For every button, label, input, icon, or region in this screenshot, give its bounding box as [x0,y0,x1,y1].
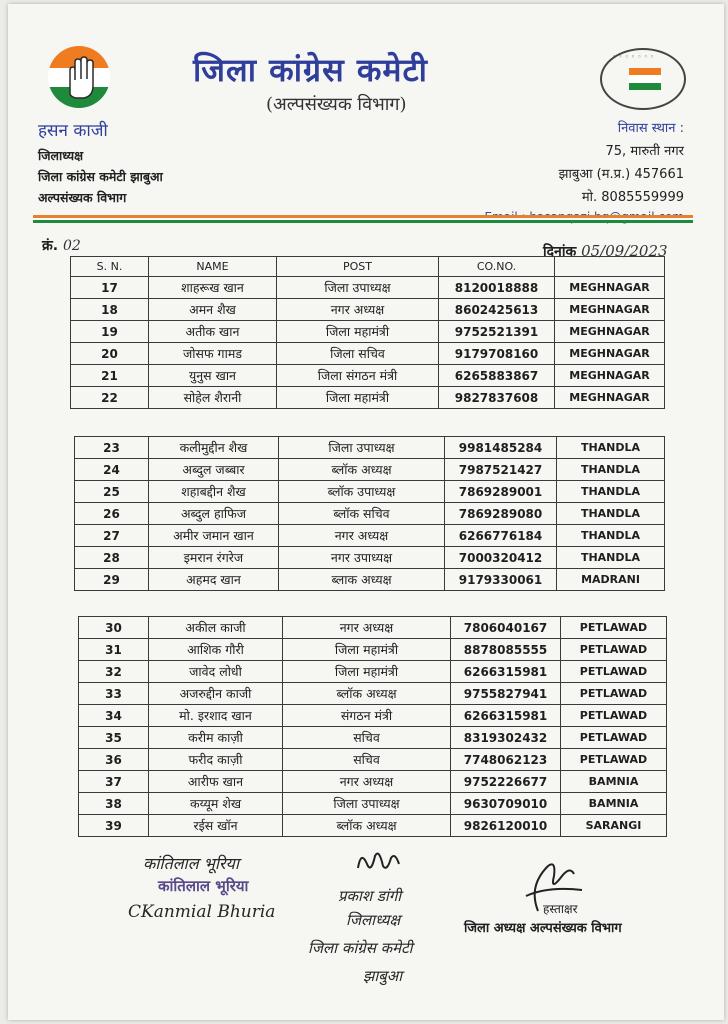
member-name: अब्दुल हाफिज [149,503,279,525]
member-name: आरीफ खान [149,771,283,793]
member-place: PETLAWAD [561,639,667,661]
contact-number: 9826120010 [451,815,561,837]
member-place: PETLAWAD [561,749,667,771]
member-post: ब्लॉक अध्यक्ष [279,459,445,481]
org-subtitle: (अल्पसंख्यक विभाग) [266,94,407,115]
contact-number: 9752226677 [451,771,561,793]
signature-right-caption: हस्ताक्षर [543,902,578,916]
member-post: सचिव [283,727,451,749]
contact-number: 9179708160 [439,343,555,365]
member-place: THANDLA [557,503,665,525]
member-place: MEGHNAGAR [555,343,665,365]
member-name: जावेद लोधी [149,661,283,683]
member-post: नगर अध्यक्ष [283,771,451,793]
table-row [75,459,665,481]
contact-number: 9752521391 [439,321,555,343]
serial-number: 32 [79,661,149,683]
col-contact: CO.NO. [439,257,555,277]
serial-number: 28 [75,547,149,569]
sender-block [38,118,163,210]
member-place: MEGHNAGAR [555,387,665,409]
member-post: ब्लाक अध्यक्ष [279,569,445,591]
member-name: अब्दुल जब्बार [149,459,279,481]
residence-label: निवास स्थान : [617,121,684,136]
table-row [71,343,665,365]
col-post: POST [277,257,439,277]
serial-number: 37 [79,771,149,793]
table-row [71,387,665,409]
table-header-row [71,257,665,277]
member-place: SARANGI [561,815,667,837]
member-place: THANDLA [557,525,665,547]
member-name: सोहेल शैरानी [149,387,277,409]
member-post: ब्लॉक उपाध्यक्ष [279,481,445,503]
flag-icon [629,68,661,90]
org-title: जिला कांग्रेस कमेटी [193,51,428,89]
signature-middle-name: प्रकाश डांगी [338,887,402,905]
mobile-number: मो. 8085559999 [581,190,684,205]
member-name: करीम काज़ी [149,727,283,749]
contact-number: 6266315981 [451,661,561,683]
serial-number: 24 [75,459,149,481]
serial-number: 22 [71,387,149,409]
member-place: MEGHNAGAR [555,299,665,321]
contact-number: 6266776184 [445,525,557,547]
address-block [484,118,684,224]
member-post: नगर उपाध्यक्ष [279,547,445,569]
member-name: अहमद खान [149,569,279,591]
member-post: जिला महामंत्री [277,387,439,409]
signature-right-designation: जिला अध्यक्ष अल्पसंख्यक विभाग [464,921,622,936]
member-place: THANDLA [557,459,665,481]
congress-hand-logo [48,46,110,108]
letterhead-document [8,4,724,1020]
contact-number: 6266315981 [451,705,561,727]
member-name: मो. इरशाद खान [149,705,283,727]
table-row [71,277,665,299]
serial-number: 26 [75,503,149,525]
signature-left-stamp: कांतिलाल भूरिया [158,877,249,895]
contact-number: 7748062123 [451,749,561,771]
signature-left-handwritten: कांतिलाल भूरिया [143,854,239,873]
member-post: संगठन मंत्री [283,705,451,727]
member-post: जिला सचिव [277,343,439,365]
serial-number: 33 [79,683,149,705]
reference-value: 02 [62,238,81,254]
member-name: शहाबद्दीन शैख [149,481,279,503]
member-post: ब्लॉक अध्यक्ष [283,815,451,837]
member-place: THANDLA [557,547,665,569]
member-place: PETLAWAD [561,617,667,639]
member-post: सचिव [283,749,451,771]
table-row [79,639,667,661]
member-name: अकील काजी [149,617,283,639]
contact-number: 8602425613 [439,299,555,321]
signature-middle-designation: जिलाध्यक्ष [346,911,401,929]
serial-number: 34 [79,705,149,727]
member-name: अजरुद्दीन काजी [149,683,283,705]
reference-number [42,236,81,255]
member-post: नगर अध्यक्ष [279,525,445,547]
member-post: ब्लॉक अध्यक्ष [283,683,451,705]
members-table-petlawad [78,616,667,837]
table-row [75,503,665,525]
contact-number: 7869289001 [445,481,557,503]
member-place: PETLAWAD [561,661,667,683]
table-row [75,525,665,547]
member-place: BAMNIA [561,771,667,793]
serial-number: 25 [75,481,149,503]
col-place [555,257,665,277]
serial-number: 23 [75,437,149,459]
col-name: NAME [149,257,277,277]
sender-designation: जिलाध्यक्ष [38,148,84,163]
member-name: आशिक गौरी [149,639,283,661]
table-row [79,683,667,705]
table-row [79,661,667,683]
table-row [79,727,667,749]
member-place: THANDLA [557,481,665,503]
members-table-meghnagar [70,256,665,409]
member-name: युनुस खान [149,365,277,387]
member-post: नगर अध्यक्ष [283,617,451,639]
date-value: 05/09/2023 [581,242,668,260]
table-row [79,793,667,815]
member-place: MEGHNAGAR [555,321,665,343]
address-line-2: झाबुआ (म.प्र.) 457661 [558,167,684,182]
member-place: PETLAWAD [561,705,667,727]
member-name: शाहरूख खान [149,277,277,299]
contact-number: 7000320412 [445,547,557,569]
table-row [71,299,665,321]
member-name: अमीर जमान खान [149,525,279,547]
serial-number: 20 [71,343,149,365]
member-place: MADRANI [557,569,665,591]
table-row [79,617,667,639]
serial-number: 27 [75,525,149,547]
divider-green [33,220,693,223]
contact-number: 6265883867 [439,365,555,387]
serial-number: 35 [79,727,149,749]
contact-number: 8319302432 [451,727,561,749]
signature-middle-scribble [353,846,403,876]
serial-number: 21 [71,365,149,387]
address-line-1: 75, मारुती नगर [605,144,684,159]
member-name: फरीद काज़ी [149,749,283,771]
member-post: जिला महामंत्री [283,639,451,661]
serial-number: 17 [71,277,149,299]
member-name: इमरान रंगरेज [149,547,279,569]
member-post: नगर अध्यक्ष [277,299,439,321]
serial-number: 36 [79,749,149,771]
table-row [75,437,665,459]
contact-number: 7806040167 [451,617,561,639]
member-post: जिला उपाध्यक्ष [277,277,439,299]
contact-number: 8878085555 [451,639,561,661]
signature-middle-place: झाबुआ [363,967,403,985]
contact-number: 9981485284 [445,437,557,459]
signature-left-english: CKanmial Bhuria [128,902,276,922]
table-row [79,705,667,727]
reference-label: क्रं. [42,238,59,254]
member-place: BAMNIA [561,793,667,815]
table-row [75,569,665,591]
party-seal-icon: ◦ ◦ ◦ ◦ ◦ ◦ ◦ [600,48,686,110]
contact-number: 8120018888 [439,277,555,299]
table-row [71,321,665,343]
contact-number: 9179330061 [445,569,557,591]
serial-number: 18 [71,299,149,321]
contact-number: 7987521427 [445,459,557,481]
date-label: दिनांक [543,244,577,260]
contact-number: 9630709010 [451,793,561,815]
member-post: जिला महामंत्री [283,661,451,683]
table-row [79,815,667,837]
serial-number: 19 [71,321,149,343]
member-name: कय्यूम शेख [149,793,283,815]
member-name: जोसफ गामड [149,343,277,365]
member-post: ब्लॉक सचिव [279,503,445,525]
serial-number: 30 [79,617,149,639]
member-name: रईस खॉन [149,815,283,837]
sender-name: हसन काजी [38,121,108,141]
member-place: PETLAWAD [561,683,667,705]
member-post: जिला संगठन मंत्री [277,365,439,387]
member-name: कलीमुद्दीन शैख [149,437,279,459]
col-sn: S. N. [71,257,149,277]
contact-number: 9827837608 [439,387,555,409]
serial-number: 31 [79,639,149,661]
table-row [71,365,665,387]
member-post: जिला महामंत्री [277,321,439,343]
member-place: PETLAWAD [561,727,667,749]
serial-number: 38 [79,793,149,815]
sender-committee: जिला कांग्रेस कमेटी झाबुआ [38,169,163,184]
member-name: अतीक खान [149,321,277,343]
member-place: THANDLA [557,437,665,459]
member-place: MEGHNAGAR [555,365,665,387]
serial-number: 29 [75,569,149,591]
table-row [75,547,665,569]
members-table-thandla [74,436,665,591]
serial-number: 39 [79,815,149,837]
table-row [79,749,667,771]
member-name: अमन शैख [149,299,277,321]
member-post: जिला उपाध्यक्ष [279,437,445,459]
table-row [75,481,665,503]
contact-number: 7869289080 [445,503,557,525]
member-post: जिला उपाध्यक्ष [283,793,451,815]
table-row [79,771,667,793]
member-place: MEGHNAGAR [555,277,665,299]
signature-middle-committee: जिला कांग्रेस कमेटी [308,939,413,957]
contact-number: 9755827941 [451,683,561,705]
sender-department: अल्पसंख्यक विभाग [38,190,127,205]
